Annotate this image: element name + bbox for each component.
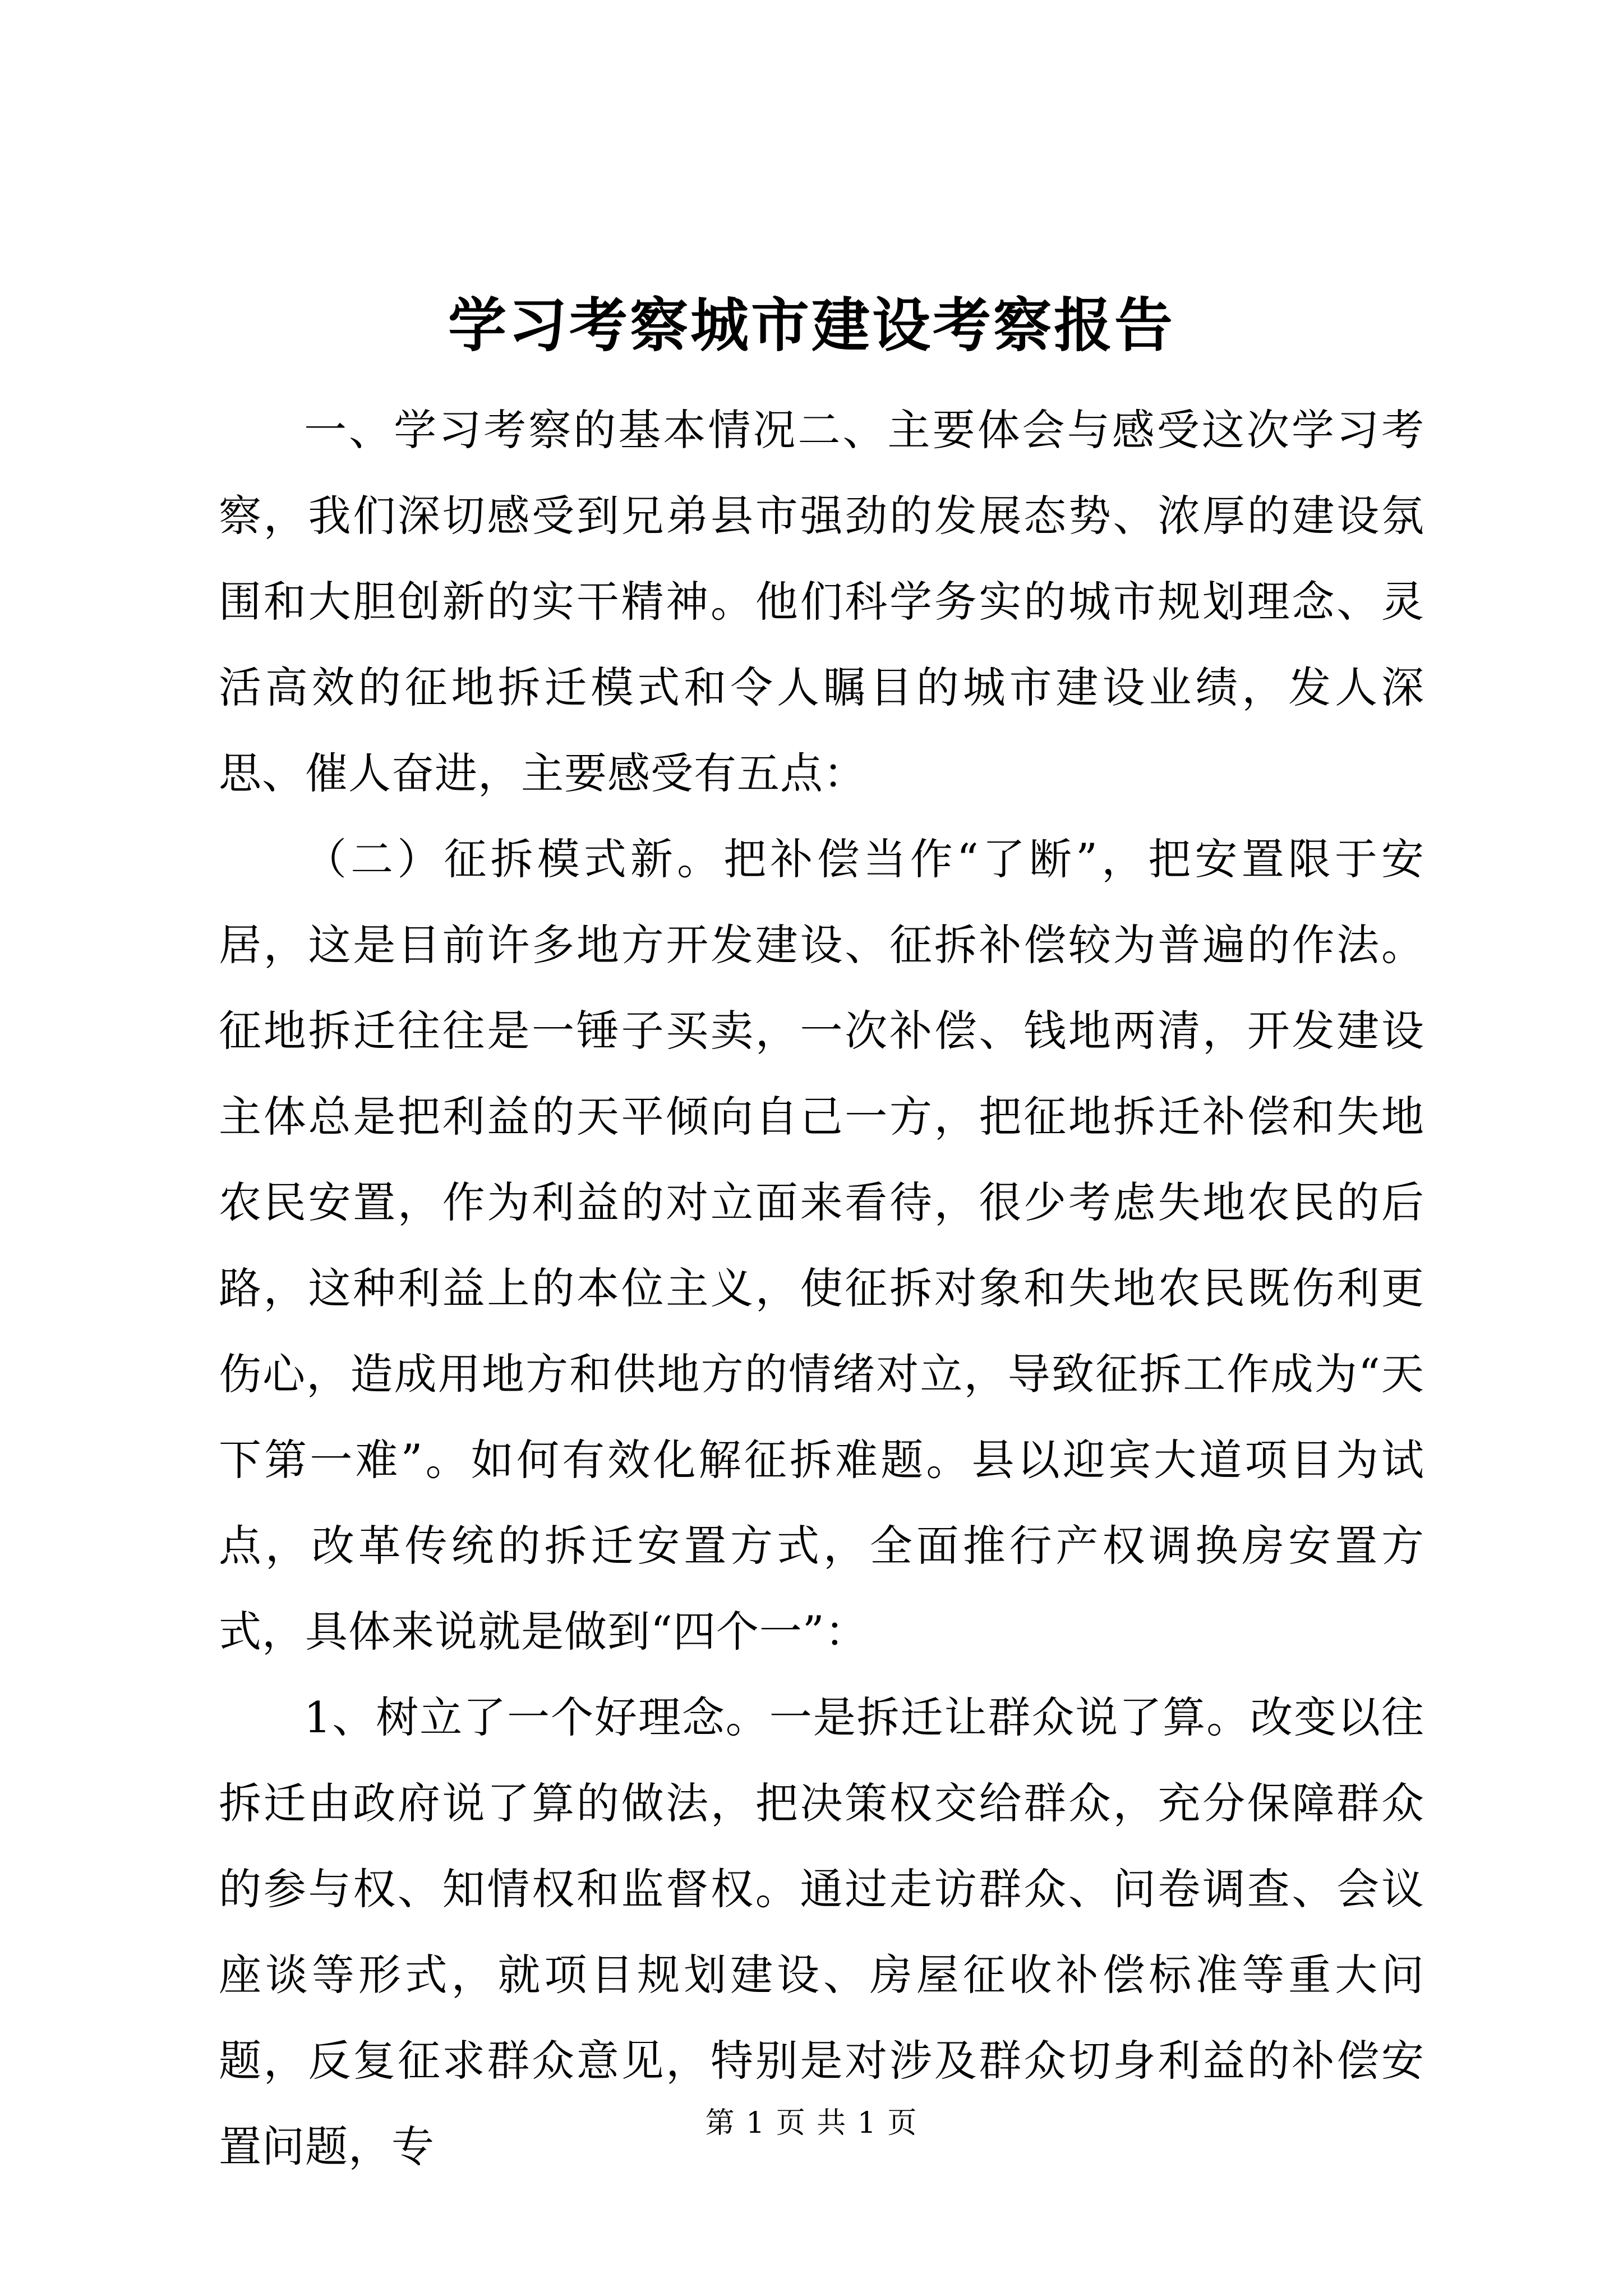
paragraph-demolition-model: （二）征拆模式新。把补偿当作“了断”，把安置限于安居，这是目前许多地方开发建设、征拆补偿较为普遍的作法。征地拆迁往往是一锤子买卖，一次补偿、钱地两清，开发建设主体总是把利益的天平倾向自己一方，把征地拆迁补偿和失地农民安置，作为利益的对立面来看待，很少考虑失地农民的后路，这种利益上的本位主义，使征拆对象和失地农民既伤利更伤心，造成用地方和供地方的情绪对立，导致征拆工作成为“天下第一难”。如何有效化解征拆难题。县以迎宾大道项目为试点，改革传统的拆迁安置方式，全面推行产权调换房安置方式，具体来说就是做到“四个一”： <box>219 834 1424 1657</box>
document-title: 学习考察城市建设考察报告 <box>448 291 1175 360</box>
paragraph-basic-situation: 一、学习考察的基本情况二、主要体会与感受这次学习考察，我们深切感受到兄弟县市强劲的发展态势、浓厚的建设氛围和大胆创新的实干精神。他们科学务实的城市规划理念、灵活高效的征地拆迁模式和令人瞩目的城市建设业绩，发人深思、催人奋进，主要感受有五点： <box>219 405 1424 798</box>
document-body <box>219 387 1424 2189</box>
page-footer: 第 1 页 共 1 页 <box>705 2106 918 2140</box>
paragraph-good-concept: 1、树立了一个好理念。一是拆迁让群众说了算。改变以往拆迁由政府说了算的做法，把决策权交给群众，充分保障群众的参与权、知情权和监督权。通过走访群众、问卷调查、会议座谈等形式，就项目规划建设、房屋征收补偿标准等重大问题，反复征求群众意见，特别是对涉及群众切身利益的补偿安置问题，专 <box>219 1692 1424 2171</box>
